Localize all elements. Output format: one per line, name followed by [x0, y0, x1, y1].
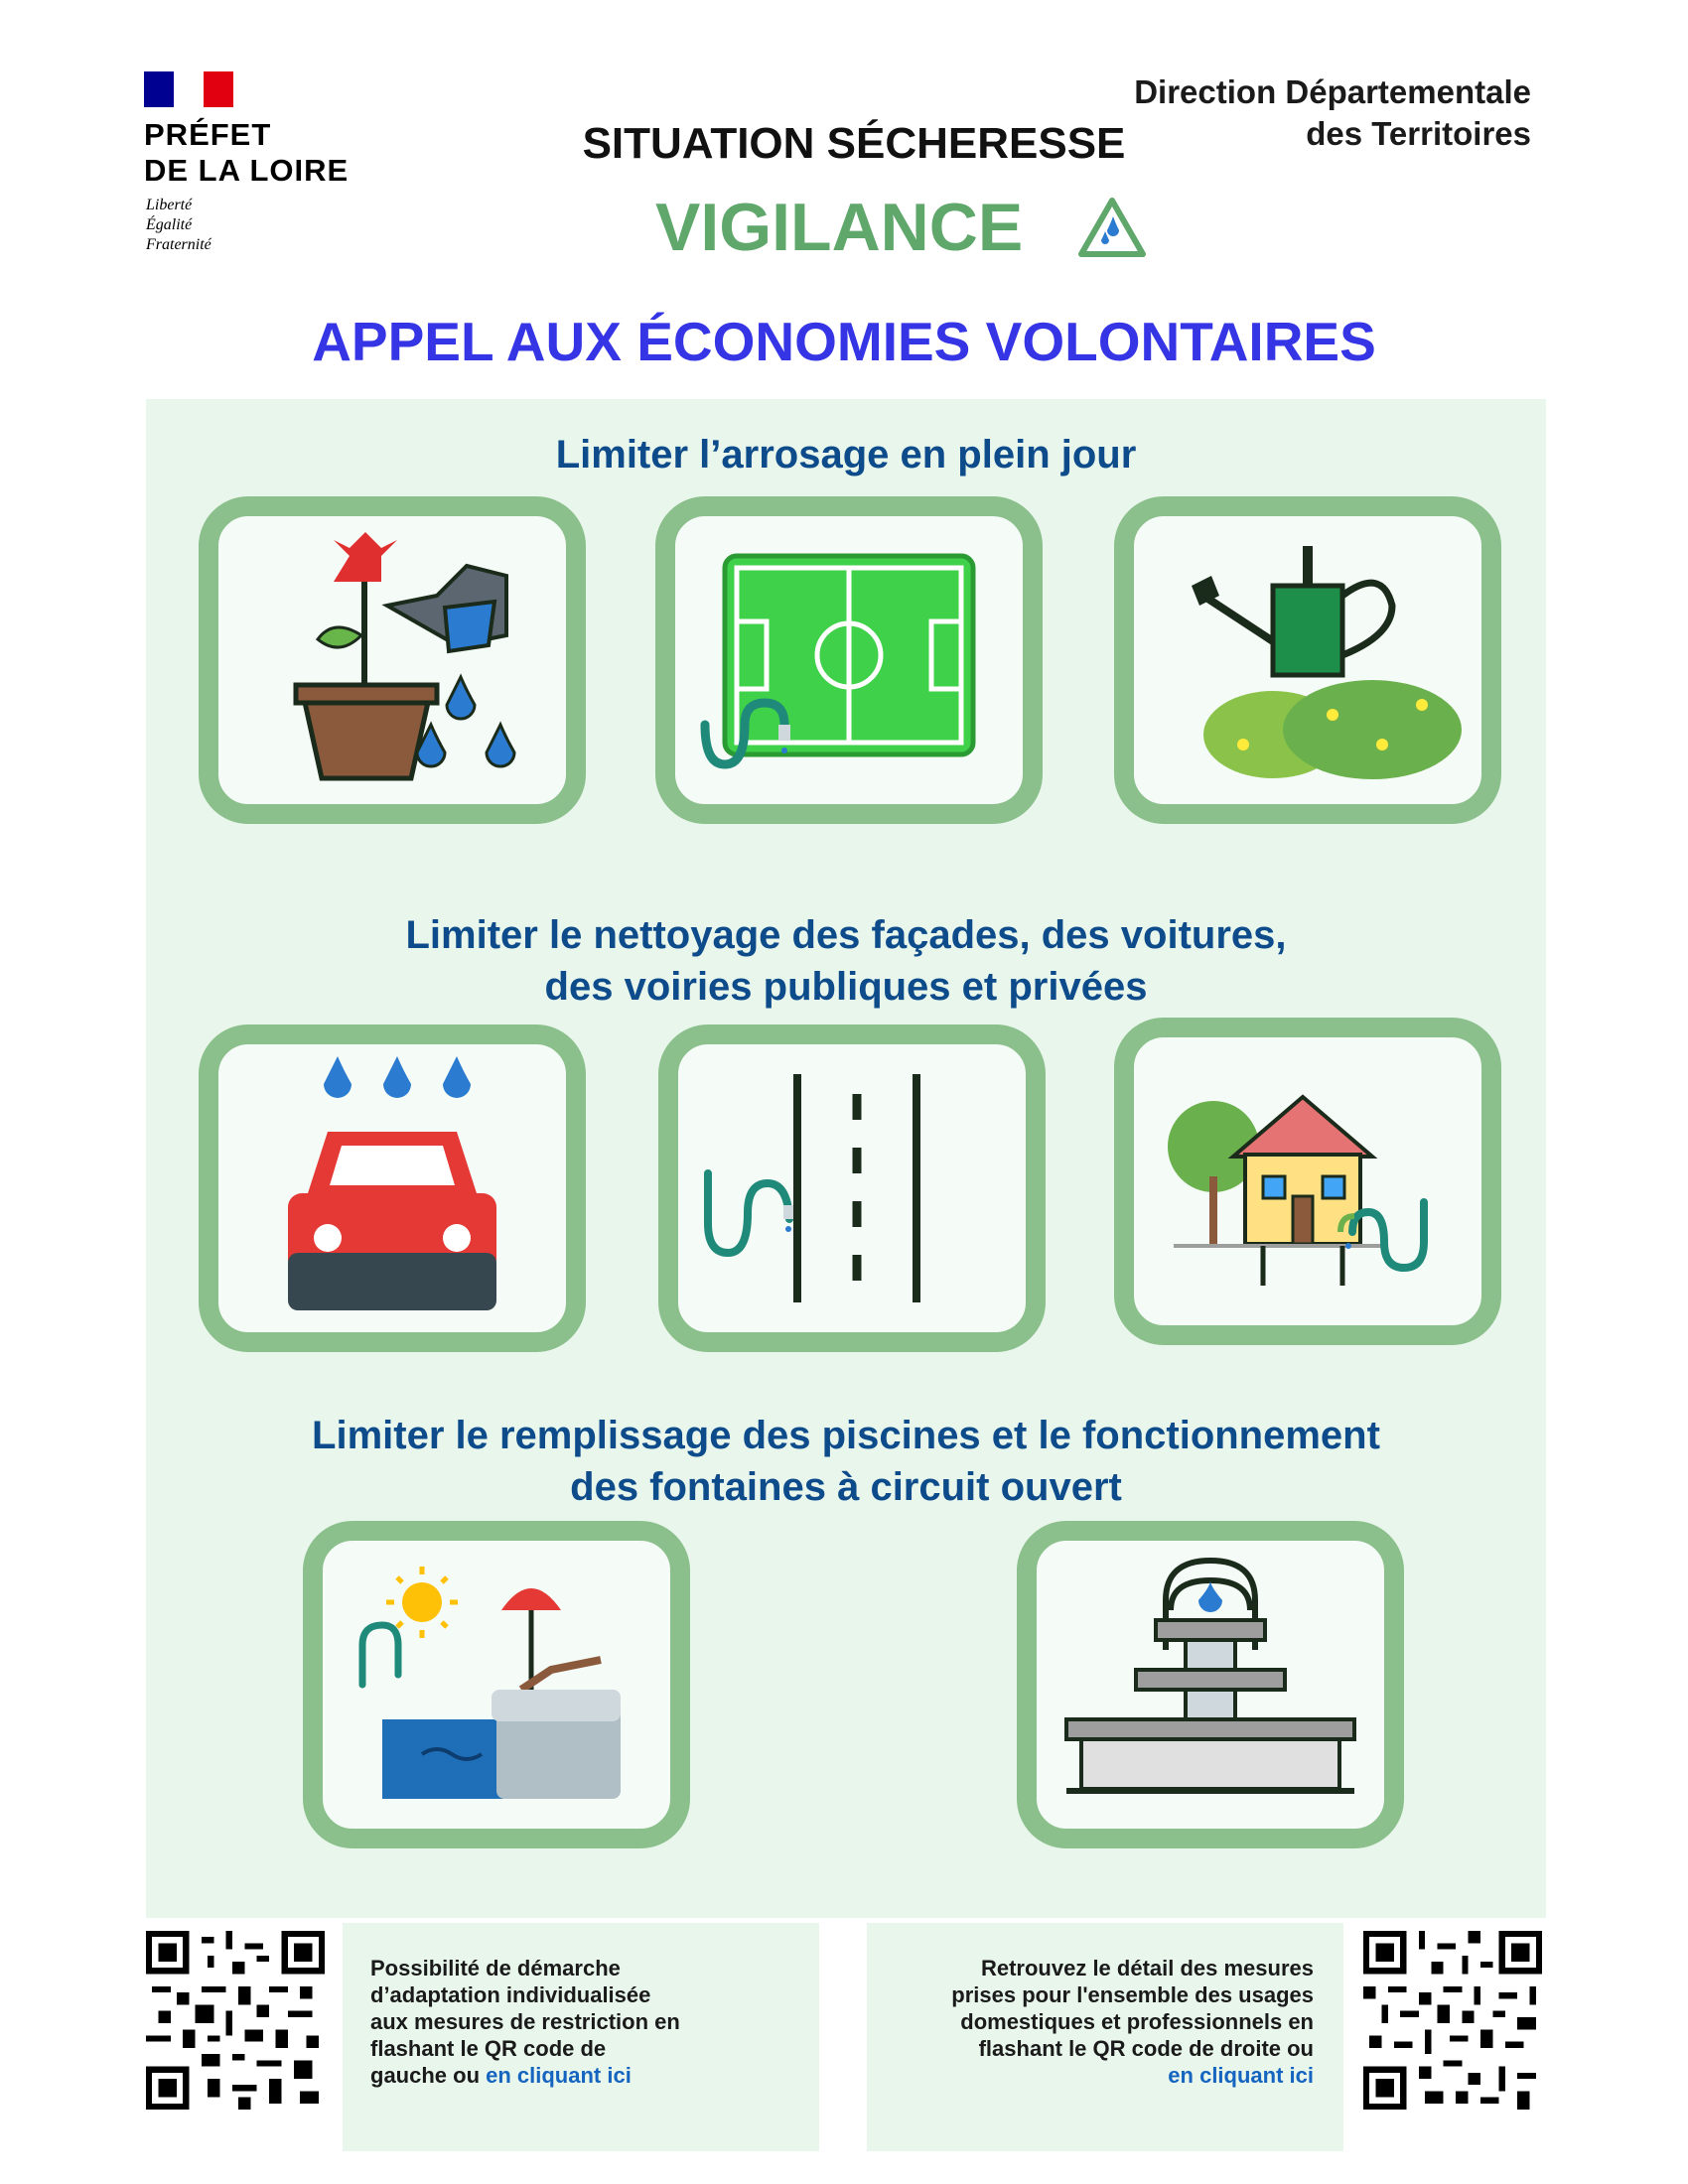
- vigilance-level: [635, 189, 1192, 278]
- drought-warning-icon: [1077, 197, 1147, 260]
- fountain-icon: [1037, 1541, 1384, 1829]
- link-adaptation[interactable]: en cliquant ici: [486, 2063, 632, 2088]
- vigilance-label: VIGILANCE: [655, 190, 1024, 265]
- section-title-piscines: Limiter le remplissage des piscines et le fonctionnement des fontaines à circuit ouvert: [312, 1414, 1380, 1509]
- card-football-field: [655, 496, 1043, 824]
- situation-title: SITUATION SÉCHERESSE: [582, 119, 1126, 168]
- marianne-flag-icon: [144, 71, 233, 107]
- headline-appel: APPEL AUX ÉCONOMIES VOLONTAIRES: [312, 311, 1376, 372]
- card-car-wash: [199, 1024, 586, 1352]
- card-fountain: [1017, 1521, 1404, 1848]
- qr-code-left[interactable]: [146, 1931, 325, 2110]
- car-wash-icon: [218, 1044, 566, 1332]
- card-house: [1114, 1018, 1501, 1345]
- card-watering-flower: [199, 496, 586, 824]
- watering-flower-pot-icon: [218, 516, 566, 804]
- info-mesures: Retrouvez le détail des mesures prises pour l'ensemble des usages domestiques et professionnels en flashant le QR code de droite ou en cliquant ici: [867, 1923, 1343, 2151]
- qr-code-left-icon: [146, 1931, 325, 2110]
- section-title-arrosage: Limiter l’arrosage en plein jour: [555, 433, 1137, 477]
- prefet-logo: [144, 71, 392, 270]
- devise-liberte: Liberté: [146, 197, 193, 213]
- road-hose-icon: [678, 1044, 1026, 1332]
- section-title-nettoyage: Limiter le nettoyage des façades, des voitures, des voiries publiques et privées: [405, 913, 1287, 1009]
- watering-can-bushes-icon: [1134, 516, 1481, 804]
- logo-line-1: PRÉFET: [144, 117, 272, 152]
- card-road: [658, 1024, 1046, 1352]
- direction-line-2: des Territoires: [1306, 115, 1531, 152]
- qr-code-right[interactable]: [1363, 1931, 1542, 2110]
- devise-fraternite: Fraternité: [146, 236, 211, 253]
- football-field-hose-icon: [675, 516, 1023, 804]
- devise-egalite: Égalité: [146, 216, 193, 233]
- link-mesures[interactable]: en cliquant ici: [1168, 2063, 1314, 2088]
- qr-code-right-icon: [1363, 1931, 1542, 2110]
- card-pool: [303, 1521, 690, 1848]
- card-watering-can: [1114, 496, 1501, 824]
- logo-line-2: DE LA LOIRE: [144, 153, 350, 188]
- direction-line-1: Direction Départementale: [1134, 73, 1531, 110]
- house-facade-hose-icon: [1134, 1037, 1481, 1325]
- info-adaptation: Possibilité de démarche d’adaptation individualisée aux mesures de restriction en flashant le QR code de gauche ou en cliquant ici: [343, 1923, 819, 2151]
- measures-panel: [146, 399, 1546, 1918]
- swimming-pool-icon: [323, 1541, 670, 1829]
